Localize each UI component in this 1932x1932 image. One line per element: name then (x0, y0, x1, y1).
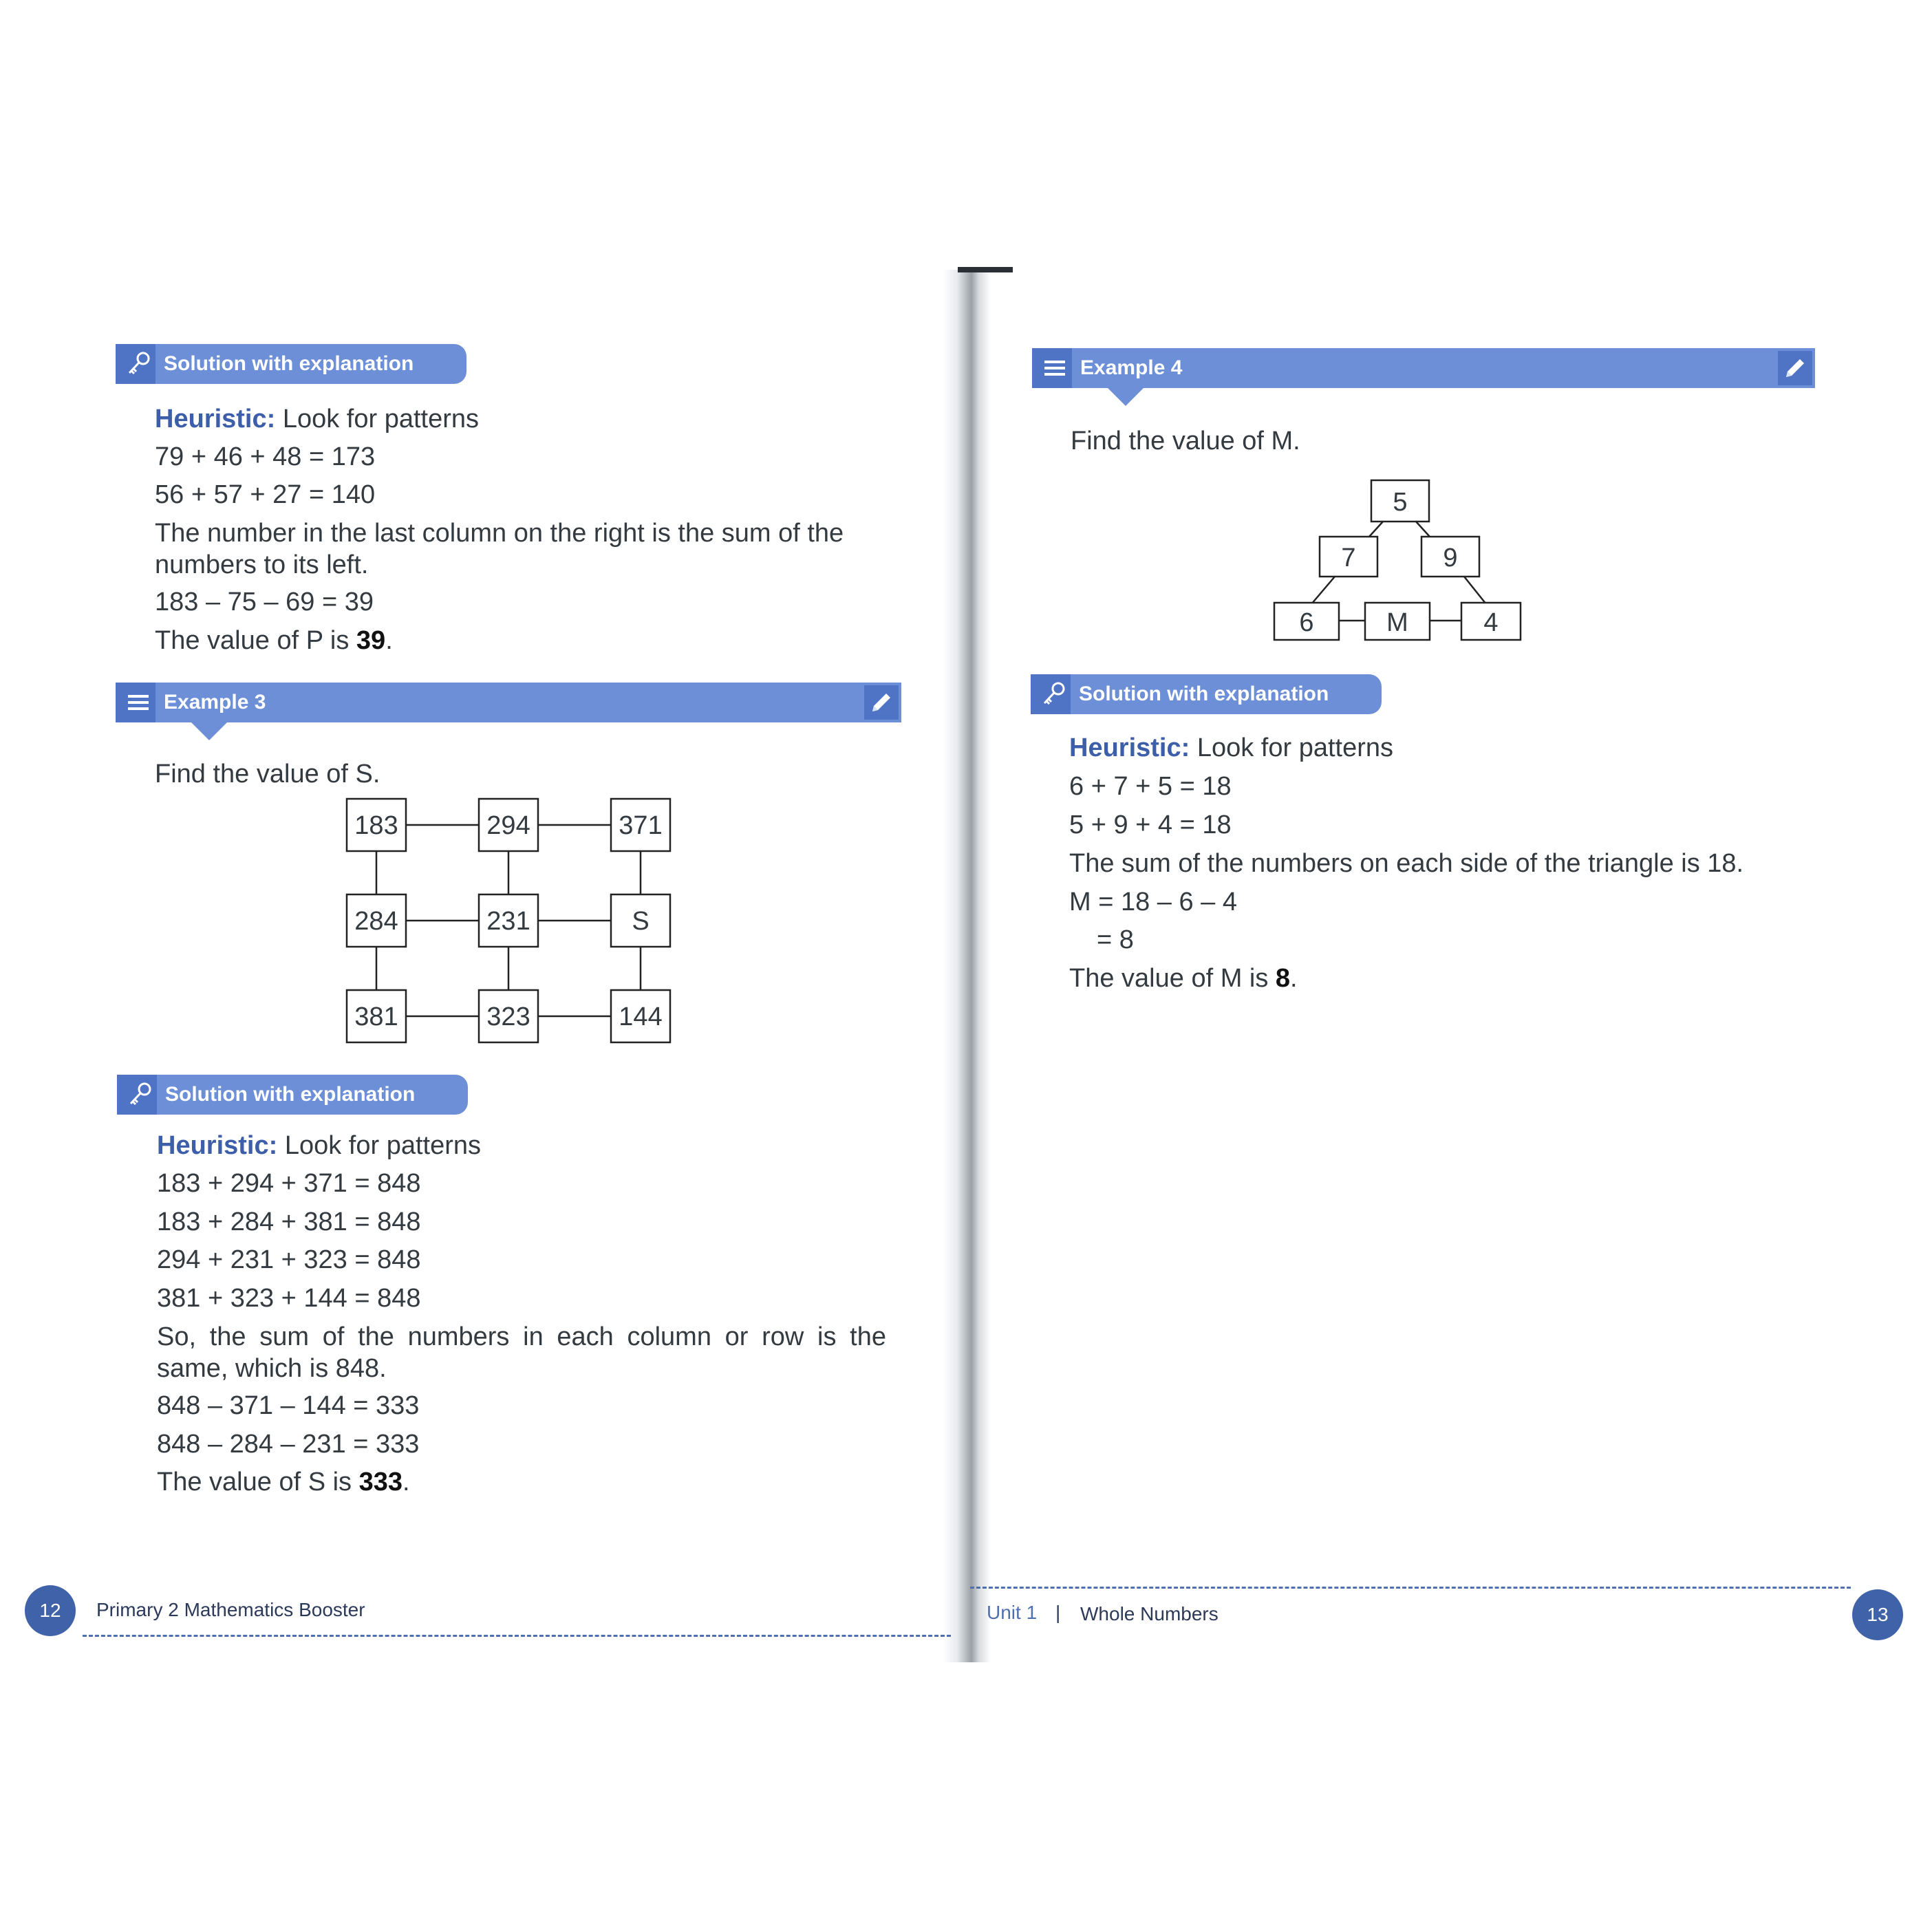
heuristic-line (157, 1130, 481, 1161)
explanation-text: So, the sum of the numbers in each column or row is the same, which is 848. (157, 1322, 886, 1383)
calculation-line: 848 – 371 – 144 = 333 (157, 1391, 420, 1420)
triangle-value-top: 5 (1393, 488, 1408, 517)
calculation-line: = 8 (1097, 925, 1134, 954)
answer-value: 333 (358, 1468, 402, 1496)
answer-suffix: . (385, 626, 393, 655)
answer-prefix: The value of S is (157, 1468, 359, 1496)
equation-line: 6 + 7 + 5 = 18 (1069, 772, 1232, 801)
heuristic-text: Look for patterns (277, 1131, 482, 1160)
heuristic-text: Look for patterns (1190, 733, 1394, 762)
key-icon (1039, 680, 1068, 709)
triangle-diagram (1266, 472, 1534, 644)
pencil-icon (864, 685, 899, 720)
unit-label: Unit 1 (987, 1602, 1038, 1623)
equation-line: 56 + 57 + 27 = 140 (155, 480, 376, 509)
menu-icon (1040, 354, 1069, 383)
heuristic-line (1069, 732, 1393, 764)
equation-line: 183 + 294 + 371 = 848 (157, 1169, 421, 1198)
key-icon (125, 1080, 154, 1109)
example-4-banner (1032, 348, 1815, 388)
answer-line (157, 1466, 410, 1498)
explanation-text: The sum of the numbers on each side of the triangle is 18. (1069, 849, 1744, 878)
equation-line: 183 + 284 + 381 = 848 (157, 1208, 421, 1236)
equation-line: 5 + 9 + 4 = 18 (1069, 811, 1232, 839)
number-grid-diagram (337, 791, 681, 1053)
heuristic-text: Look for patterns (275, 405, 480, 433)
triangle-value-mid-right: 9 (1443, 544, 1458, 572)
banner-notch (1106, 387, 1145, 406)
solution-title: Solution with explanation (164, 352, 414, 375)
heuristic-label: Heuristic: (157, 1131, 278, 1160)
page-number-badge: 13 (1852, 1589, 1903, 1640)
heuristic-line (155, 403, 479, 435)
grid-value: 183 (354, 811, 398, 840)
example-3-banner (116, 683, 901, 722)
calculation-line: M = 18 – 6 – 4 (1069, 888, 1237, 916)
grid-value: 231 (486, 907, 530, 936)
grid-value: 381 (354, 1002, 398, 1031)
footer-dashed-line (970, 1587, 1851, 1589)
grid-value: S (632, 907, 650, 936)
answer-prefix: The value of P is (155, 626, 356, 655)
footer-dashed-line (83, 1635, 951, 1637)
grid-value: 323 (486, 1002, 530, 1031)
grid-value: 284 (354, 907, 398, 936)
page-number-badge: 12 (25, 1585, 76, 1636)
question-text: Find the value of S. (155, 760, 380, 788)
explanation-text: The number in the last column on the right is the sum of the numbers to its left. (155, 519, 844, 579)
solution-banner-1 (116, 344, 466, 384)
answer-value: 8 (1275, 964, 1291, 993)
book-gutter (943, 270, 991, 1662)
unit-title: Whole Numbers (1080, 1603, 1219, 1624)
answer-line (1069, 963, 1298, 994)
example-title: Example 3 (164, 691, 266, 713)
equation-line: 79 + 46 + 48 = 173 (155, 442, 376, 471)
answer-suffix: . (1290, 964, 1298, 993)
calculation-line: 183 – 75 – 69 = 39 (155, 588, 374, 616)
solution-banner-2 (117, 1075, 468, 1115)
heuristic-label: Heuristic: (155, 405, 276, 433)
pencil-icon (1778, 351, 1812, 385)
equation-line: 381 + 323 + 144 = 848 (157, 1284, 421, 1313)
solution-banner-3 (1031, 674, 1382, 714)
triangle-value-mid-left: 7 (1341, 544, 1356, 572)
banner-notch (190, 721, 228, 740)
book-spine-edge (958, 267, 1013, 272)
grid-value: 144 (619, 1002, 663, 1031)
solution-title: Solution with explanation (1079, 683, 1329, 705)
heuristic-label: Heuristic: (1069, 733, 1190, 762)
answer-value: 39 (356, 626, 386, 655)
triangle-value-bottom-right: 4 (1483, 608, 1499, 637)
book-title: Primary 2 Mathematics Booster (96, 1599, 365, 1620)
solution-title: Solution with explanation (165, 1083, 416, 1106)
footer-separator: | (1055, 1602, 1061, 1623)
answer-line (155, 625, 393, 656)
grid-value: 371 (619, 811, 663, 840)
equation-line: 294 + 231 + 323 = 848 (157, 1245, 421, 1274)
calculation-line: 848 – 284 – 231 = 333 (157, 1430, 420, 1459)
example-title: Example 4 (1080, 356, 1183, 379)
question-text: Find the value of M. (1071, 427, 1300, 455)
menu-icon (124, 688, 153, 717)
answer-prefix: The value of M is (1069, 964, 1276, 993)
grid-value: 294 (486, 811, 530, 840)
triangle-value-bottom-left: 6 (1299, 608, 1314, 637)
key-icon (124, 350, 153, 378)
answer-suffix: . (402, 1468, 410, 1496)
triangle-value-bottom-mid: M (1386, 608, 1408, 637)
